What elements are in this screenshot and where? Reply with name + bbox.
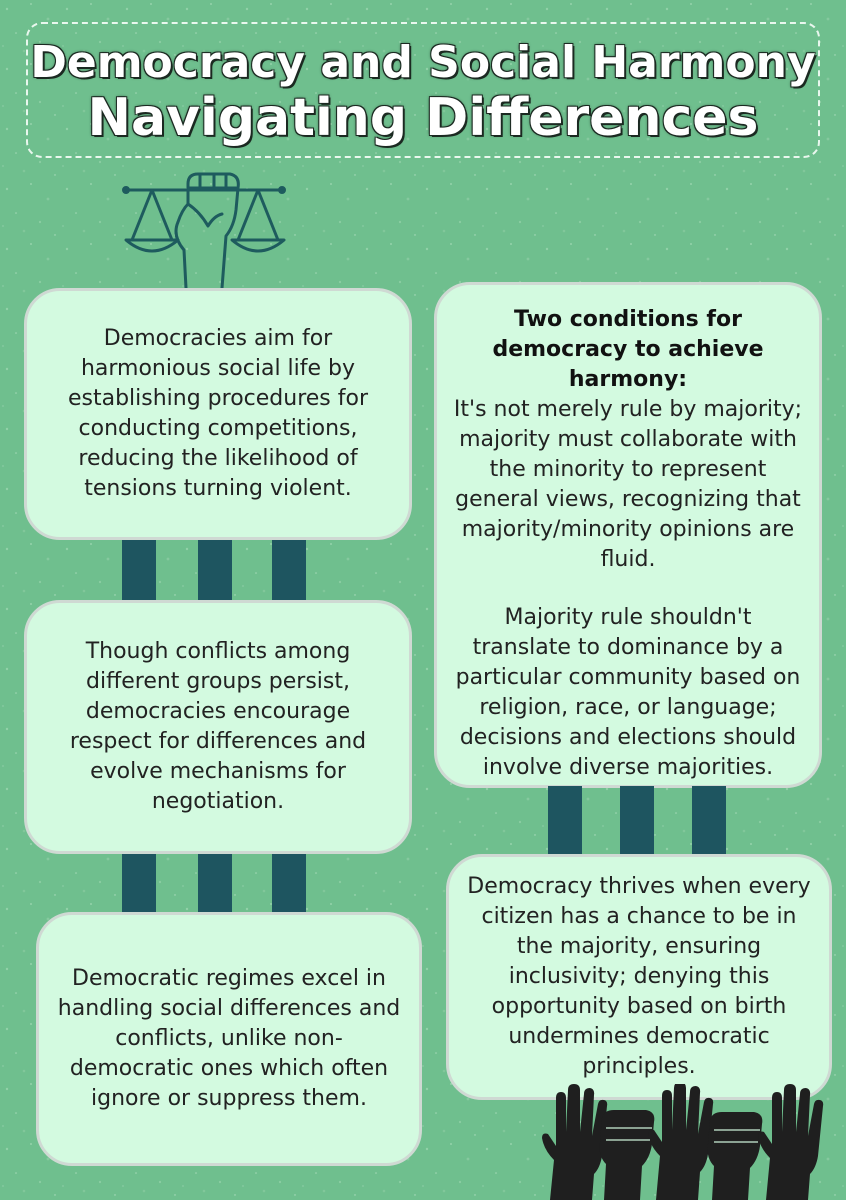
connector-bar xyxy=(548,786,582,856)
page-subtitle: Navigating Differences xyxy=(87,88,759,148)
connector-bar xyxy=(122,540,156,602)
connector-bar xyxy=(198,540,232,602)
left-card-3 xyxy=(36,912,422,1166)
connector-bar xyxy=(272,540,306,602)
left-card-3-text: Democratic regimes excel in handling social differences and conflicts, unlike non-democratic ones which often ignore or suppress them. xyxy=(57,966,401,1111)
fist-with-scales-icon xyxy=(118,170,290,290)
title-banner xyxy=(26,22,820,158)
left-card-1 xyxy=(24,288,412,540)
connector-bar xyxy=(198,854,232,914)
right-card-1 xyxy=(434,282,822,788)
connector-bar xyxy=(620,786,654,856)
left-card-2 xyxy=(24,600,412,854)
right-card-2-text: Democracy thrives when every citizen has a chance to be in the majority, ensuring inclusivity; denying this opportunity based on birth undermines democratic principles. xyxy=(467,874,811,1079)
page-title: Democracy and Social Harmony xyxy=(30,37,816,88)
connector-bar xyxy=(272,854,306,914)
left-card-1-text: Democracies aim for harmonious social life by establishing procedures for conducting competitions, reducing the likelihood of tensions turning violent. xyxy=(67,326,369,501)
connector-bar xyxy=(122,854,156,914)
right-card-1-heading: Two conditions for democracy to achieve harmony: xyxy=(492,307,764,392)
connector-bar xyxy=(692,786,726,856)
right-card-1-para-2: Majority rule shouldn't translate to dominance by a particular community based on religion, race, or language; decisions and elections should involve diverse majorities. xyxy=(455,605,801,780)
right-card-1-para-1: It's not merely rule by majority; majority must collaborate with the minority to represent general views, recognizing that majority/minority opinions are fluid. xyxy=(453,397,803,572)
raised-hands-icon xyxy=(540,1084,828,1200)
right-card-2 xyxy=(446,854,832,1100)
left-card-2-text: Though conflicts among different groups persist, democracies encourage respect for differences and evolve mechanisms for negotiation. xyxy=(69,639,367,814)
